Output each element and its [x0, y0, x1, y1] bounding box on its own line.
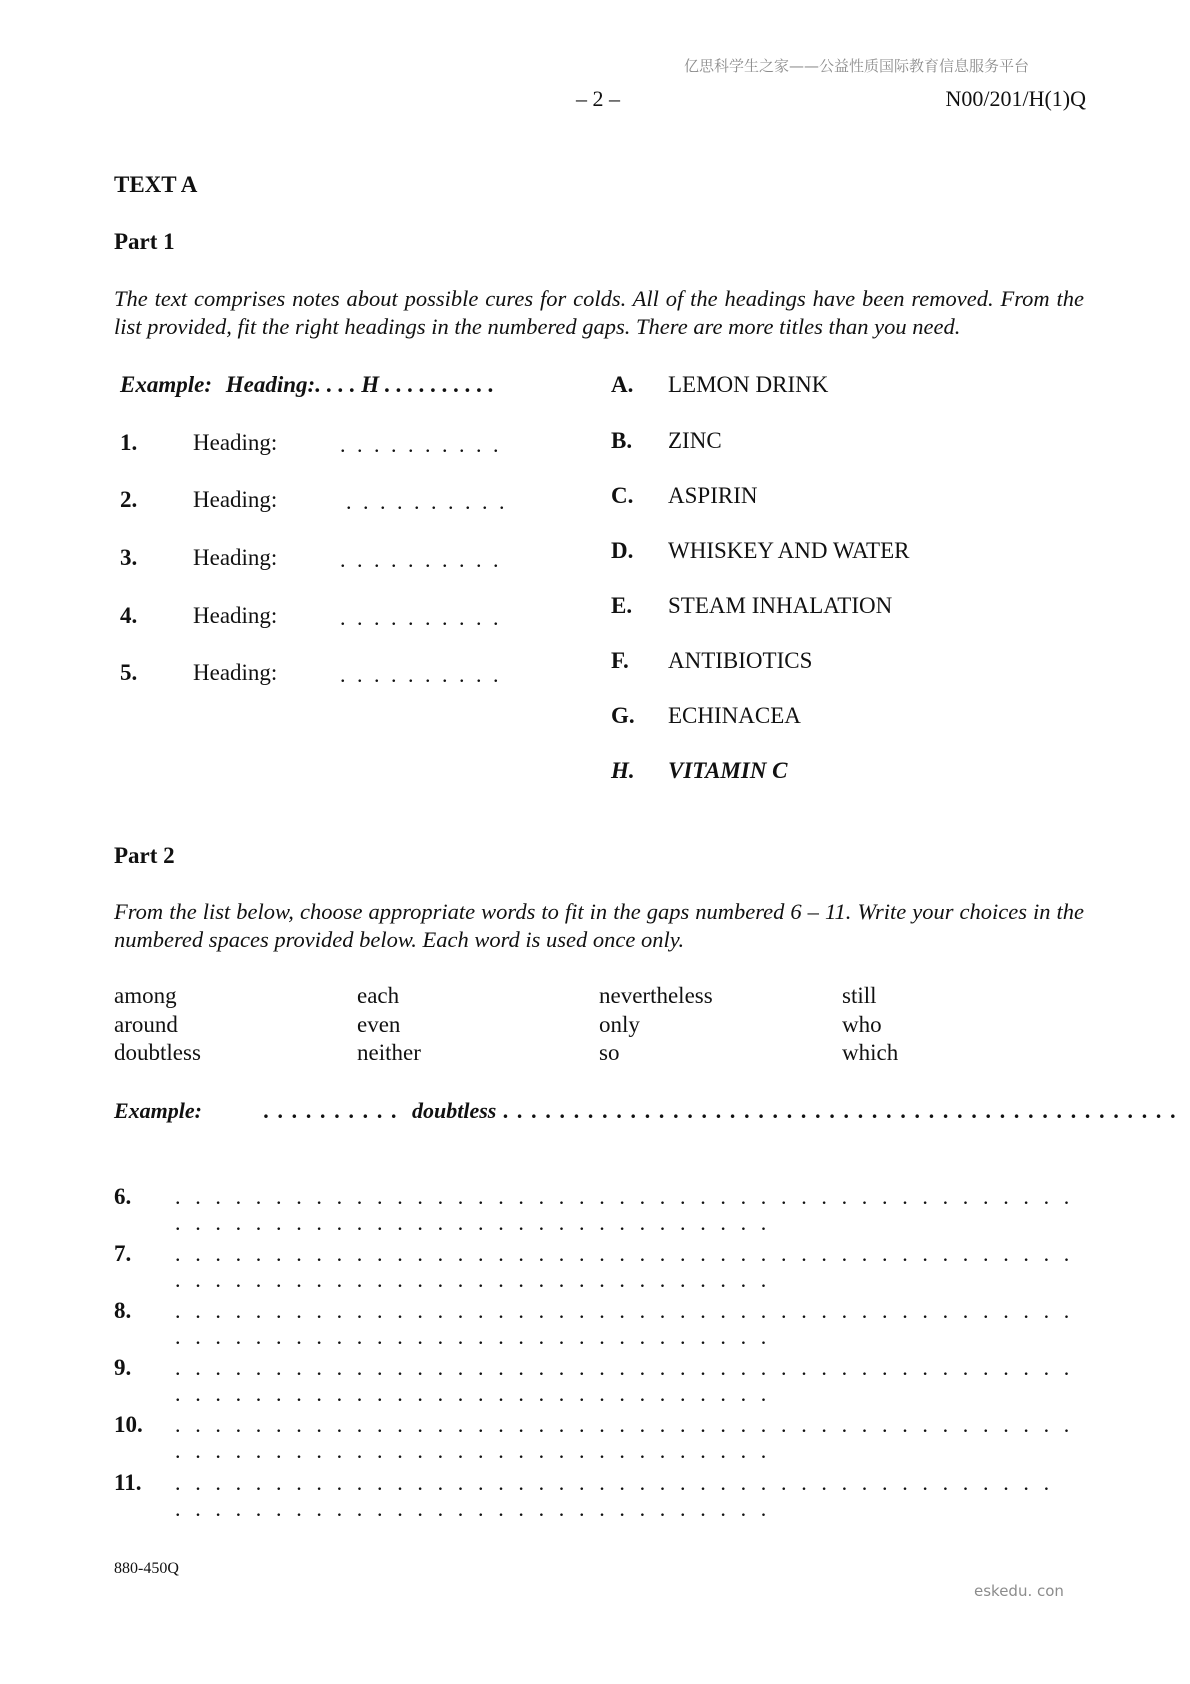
- word-bank-word: doubtless: [114, 1040, 201, 1065]
- word-bank-word: nevertheless: [599, 983, 713, 1008]
- word-bank-word: around: [114, 1012, 178, 1037]
- heading-item-blank[interactable]: . . . . . . . . . .: [340, 547, 502, 572]
- top-watermark: 亿思科学生之家——公益性质国际教育信息服务平台: [684, 57, 1030, 75]
- option-text: ZINC: [668, 428, 722, 453]
- part1-instructions: The text comprises notes about possible cures for colds. All of the headings have been removed. From the list provided, fit the right headings in the numbered gaps. There are more titles than you need.: [114, 286, 1084, 339]
- option-text: LEMON DRINK: [668, 372, 829, 397]
- part2-title: Part 2: [114, 843, 175, 868]
- document-code: N00/201/H(1)Q: [945, 86, 1086, 111]
- answer-line-blank[interactable]: . . . . . . . . . . . . . . . . . . . . . . . . . . . . . . . . . . . . . . . . . . . . . . . . . . . . . . . . . . . . . . . . . . . . . . . . . . .: [175, 1298, 1074, 1349]
- text-title: TEXT A: [114, 172, 198, 197]
- heading-item-number: 2.: [120, 487, 138, 512]
- example-label: Example:: [120, 372, 212, 397]
- option-letter: F.: [611, 648, 629, 673]
- option-letter: B.: [611, 428, 633, 453]
- part2-example-answer: doubtless: [412, 1098, 497, 1123]
- option-text: STEAM INHALATION: [668, 593, 893, 618]
- part2-example-dots-after: . . . . . . . . . . . . . . . . . . . . . . . . . . . . . . . . . . . . . . . . . . . . . . . .: [503, 1098, 1178, 1123]
- heading-item-number: 3.: [120, 545, 138, 570]
- part2-example-line: [264, 1098, 1178, 1124]
- answer-line-blank[interactable]: . . . . . . . . . . . . . . . . . . . . . . . . . . . . . . . . . . . . . . . . . . . . . . . . . . . . . . . . . . . . . . . . . . . . . . . . . . .: [175, 1241, 1074, 1292]
- option-text: VITAMIN C: [668, 758, 788, 783]
- heading-item-blank[interactable]: . . . . . . . . . .: [346, 489, 508, 514]
- page-number: – 2 –: [576, 86, 620, 111]
- word-bank-word: even: [357, 1012, 401, 1037]
- answer-line-number: 6.: [114, 1184, 132, 1209]
- footer-code: 880-450Q: [114, 1560, 179, 1577]
- example-heading-label: Heading:: [225, 372, 316, 397]
- option-letter: E.: [611, 593, 633, 618]
- heading-item-blank[interactable]: . . . . . . . . . .: [340, 432, 502, 457]
- option-letter: G.: [611, 703, 635, 728]
- part1-example: [120, 372, 494, 398]
- example-dots-before: . . . .: [315, 372, 362, 397]
- option-letter: D.: [611, 538, 634, 563]
- answer-line-blank[interactable]: . . . . . . . . . . . . . . . . . . . . . . . . . . . . . . . . . . . . . . . . . . . . . . . . . . . . . . . . . . . . . . . . . . . . . . . . . . .: [175, 1184, 1074, 1235]
- option-text: ECHINACEA: [668, 703, 801, 728]
- answer-line-number: 10.: [114, 1412, 143, 1437]
- option-text: ANTIBIOTICS: [668, 648, 813, 673]
- word-bank-word: so: [599, 1040, 620, 1065]
- option-text: WHISKEY AND WATER: [668, 538, 910, 563]
- heading-item-label: Heading:: [193, 545, 278, 570]
- example-answer: H: [361, 372, 380, 397]
- answer-line-number: 7.: [114, 1241, 132, 1266]
- option-text: ASPIRIN: [668, 483, 758, 508]
- answer-line-blank[interactable]: . . . . . . . . . . . . . . . . . . . . . . . . . . . . . . . . . . . . . . . . . . . . . . . . . . . . . . . . . . . . . . . . . . . . . . . . . . .: [175, 1355, 1074, 1406]
- heading-item-label: Heading:: [193, 487, 278, 512]
- word-bank-word: who: [842, 1012, 882, 1037]
- answer-line-blank[interactable]: . . . . . . . . . . . . . . . . . . . . . . . . . . . . . . . . . . . . . . . . . . . . . . . . . . . . . . . . . . . . . . . . . . . . . . . . . .: [175, 1470, 1054, 1521]
- answer-line-blank[interactable]: . . . . . . . . . . . . . . . . . . . . . . . . . . . . . . . . . . . . . . . . . . . . . . . . . . . . . . . . . . . . . . . . . . . . . . . . . . .: [175, 1412, 1074, 1463]
- heading-item-number: 4.: [120, 603, 138, 628]
- heading-item-label: Heading:: [193, 603, 278, 628]
- answer-line-number: 9.: [114, 1355, 132, 1380]
- option-letter: C.: [611, 483, 634, 508]
- word-bank-word: each: [357, 983, 400, 1008]
- word-bank-word: neither: [357, 1040, 421, 1065]
- word-bank-word: which: [842, 1040, 899, 1065]
- heading-item-number: 1.: [120, 430, 138, 455]
- footer-watermark: eskedu. con: [974, 1582, 1064, 1600]
- part2-example-label: Example:: [114, 1098, 202, 1123]
- heading-item-blank[interactable]: . . . . . . . . . .: [340, 662, 502, 687]
- heading-item-blank[interactable]: . . . . . . . . . .: [340, 605, 502, 630]
- part1-title: Part 1: [114, 229, 175, 254]
- word-bank-word: only: [599, 1012, 640, 1037]
- heading-item-label: Heading:: [193, 430, 278, 455]
- word-bank-word: among: [114, 983, 177, 1008]
- part2-instructions: From the list below, choose appropriate words to fit in the gaps numbered 6 – 11. Write your choices in the numbered spaces provided below. Each word is used once only.: [114, 899, 1084, 952]
- word-bank-word: still: [842, 983, 877, 1008]
- option-letter: H.: [611, 758, 635, 783]
- part2-example-dots-before: . . . . . . . . . .: [264, 1098, 399, 1123]
- option-letter: A.: [611, 372, 634, 397]
- heading-item-label: Heading:: [193, 660, 278, 685]
- answer-line-number: 8.: [114, 1298, 132, 1323]
- answer-line-number: 11.: [114, 1470, 142, 1495]
- example-dots-after: . . . . . . . . . .: [379, 372, 495, 397]
- heading-item-number: 5.: [120, 660, 138, 685]
